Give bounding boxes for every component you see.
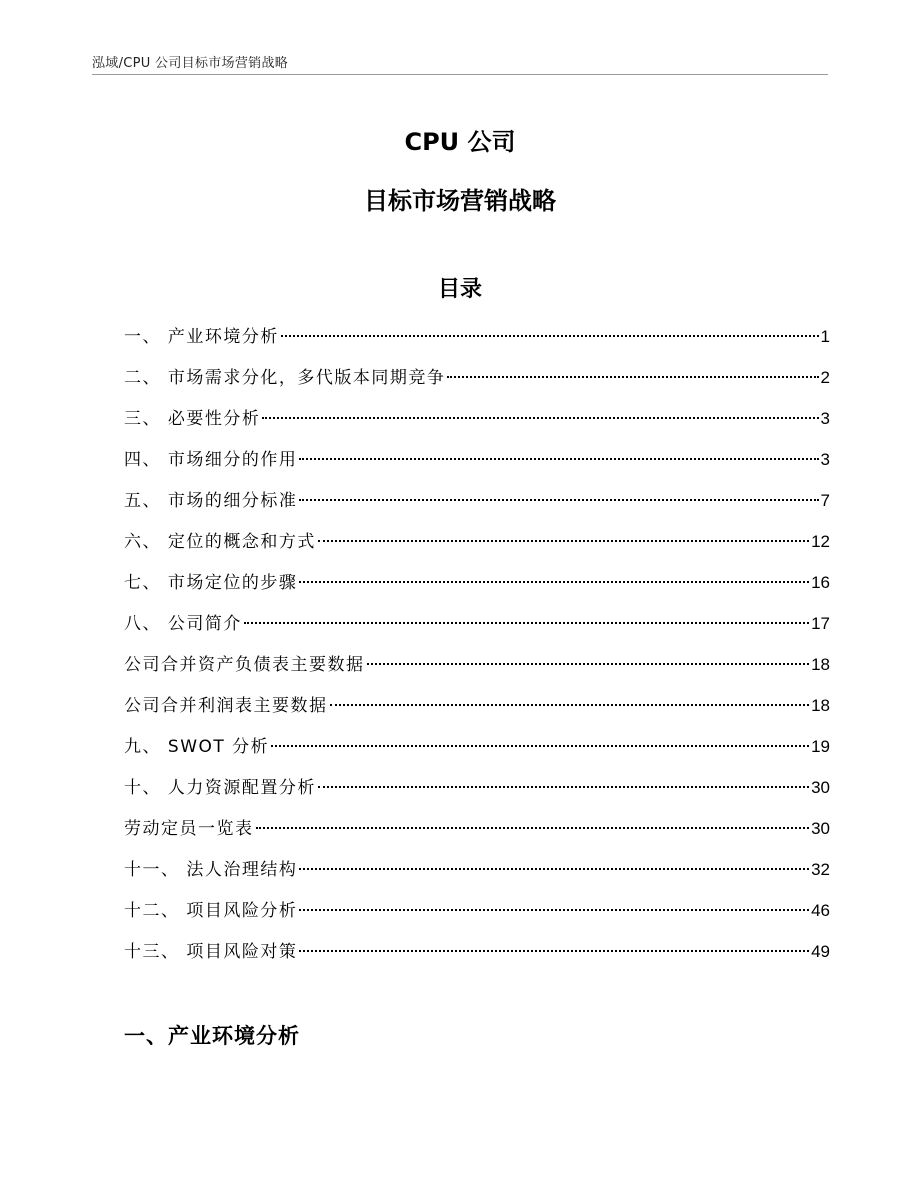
toc-entry[interactable] (124, 361, 830, 402)
toc-entry-label: 劳动定员一览表 (124, 819, 254, 839)
toc-entry-page: 30 (811, 819, 830, 838)
toc-dot-leader (299, 868, 809, 870)
toc-entry-page: 16 (811, 573, 830, 592)
toc-entry[interactable] (124, 566, 830, 607)
toc-entry-label: 一、 产业环境分析 (124, 327, 279, 347)
toc-entry-page: 18 (811, 696, 830, 715)
toc-entry-page: 3 (820, 409, 830, 428)
toc-dot-leader (367, 663, 810, 665)
toc-dot-leader (281, 335, 819, 337)
toc-entry[interactable] (124, 812, 830, 853)
toc-entry-label: 三、 必要性分析 (124, 409, 261, 429)
toc-entry-page: 17 (811, 614, 830, 633)
toc-entry-label: 八、 公司简介 (124, 614, 242, 634)
toc-entry-label: 五、 市场的细分标准 (124, 491, 298, 511)
toc-dot-leader (318, 540, 809, 542)
toc-dot-leader (299, 909, 809, 911)
toc-entry-page: 1 (820, 327, 830, 346)
toc-entry[interactable] (124, 607, 830, 648)
toc-entry-label: 九、 SWOT 分析 (124, 737, 270, 757)
toc-entry[interactable] (124, 443, 830, 484)
toc-dot-leader (299, 499, 818, 501)
document-title-line-2: 目标市场营销战略 (364, 187, 556, 215)
toc-entry-page: 49 (811, 942, 830, 961)
toc-entry-label: 十二、 项目风险分析 (124, 901, 298, 921)
toc-entry-page: 2 (820, 368, 830, 387)
toc-entry-label: 二、 市场需求分化，多代版本同期竞争 (124, 368, 446, 388)
toc-entry-label: 六、 定位的概念和方式 (124, 532, 316, 552)
toc-entry-page: 12 (811, 532, 830, 551)
toc-entry-page: 19 (811, 737, 830, 756)
toc-entry[interactable] (124, 853, 830, 894)
toc-entry-page: 32 (811, 860, 830, 879)
toc-entry-label: 十三、 项目风险对策 (124, 942, 298, 962)
document-title-line-1: CPU 公司 (404, 128, 516, 156)
toc-entry[interactable] (124, 402, 830, 443)
toc-heading: 目录 (437, 277, 482, 302)
toc-dot-leader (244, 622, 809, 624)
header-divider (92, 74, 828, 75)
section-heading: 一、产业环境分析 (124, 1024, 300, 1048)
toc-entry[interactable] (124, 935, 830, 976)
table-of-contents (124, 320, 830, 976)
toc-entry[interactable] (124, 730, 830, 771)
toc-entry-page: 30 (811, 778, 830, 797)
toc-entry[interactable] (124, 525, 830, 566)
toc-entry[interactable] (124, 648, 830, 689)
toc-entry-page: 3 (820, 450, 830, 469)
toc-entry-page: 46 (811, 901, 830, 920)
toc-dot-leader (262, 417, 818, 419)
toc-dot-leader (299, 950, 809, 952)
toc-entry-page: 7 (820, 491, 830, 510)
toc-entry-label: 公司合并资产负债表主要数据 (124, 655, 365, 675)
running-header: 泓域/CPU 公司目标市场营销战略 (92, 56, 289, 71)
toc-entry[interactable] (124, 689, 830, 730)
toc-entry-page: 18 (811, 655, 830, 674)
toc-dot-leader (318, 786, 809, 788)
toc-dot-leader (299, 458, 818, 460)
toc-entry[interactable] (124, 771, 830, 812)
toc-entry-label: 十、 人力资源配置分析 (124, 778, 316, 798)
toc-dot-leader (447, 376, 818, 378)
toc-entry-label: 七、 市场定位的步骤 (124, 573, 298, 593)
toc-entry-label: 公司合并利润表主要数据 (124, 696, 328, 716)
toc-entry[interactable] (124, 484, 830, 525)
toc-dot-leader (256, 827, 810, 829)
toc-entry[interactable] (124, 894, 830, 935)
toc-entry[interactable] (124, 320, 830, 361)
toc-entry-label: 四、 市场细分的作用 (124, 450, 298, 470)
toc-entry-label: 十一、 法人治理结构 (124, 860, 298, 880)
toc-dot-leader (299, 581, 809, 583)
toc-dot-leader (330, 704, 810, 706)
toc-dot-leader (271, 745, 809, 747)
